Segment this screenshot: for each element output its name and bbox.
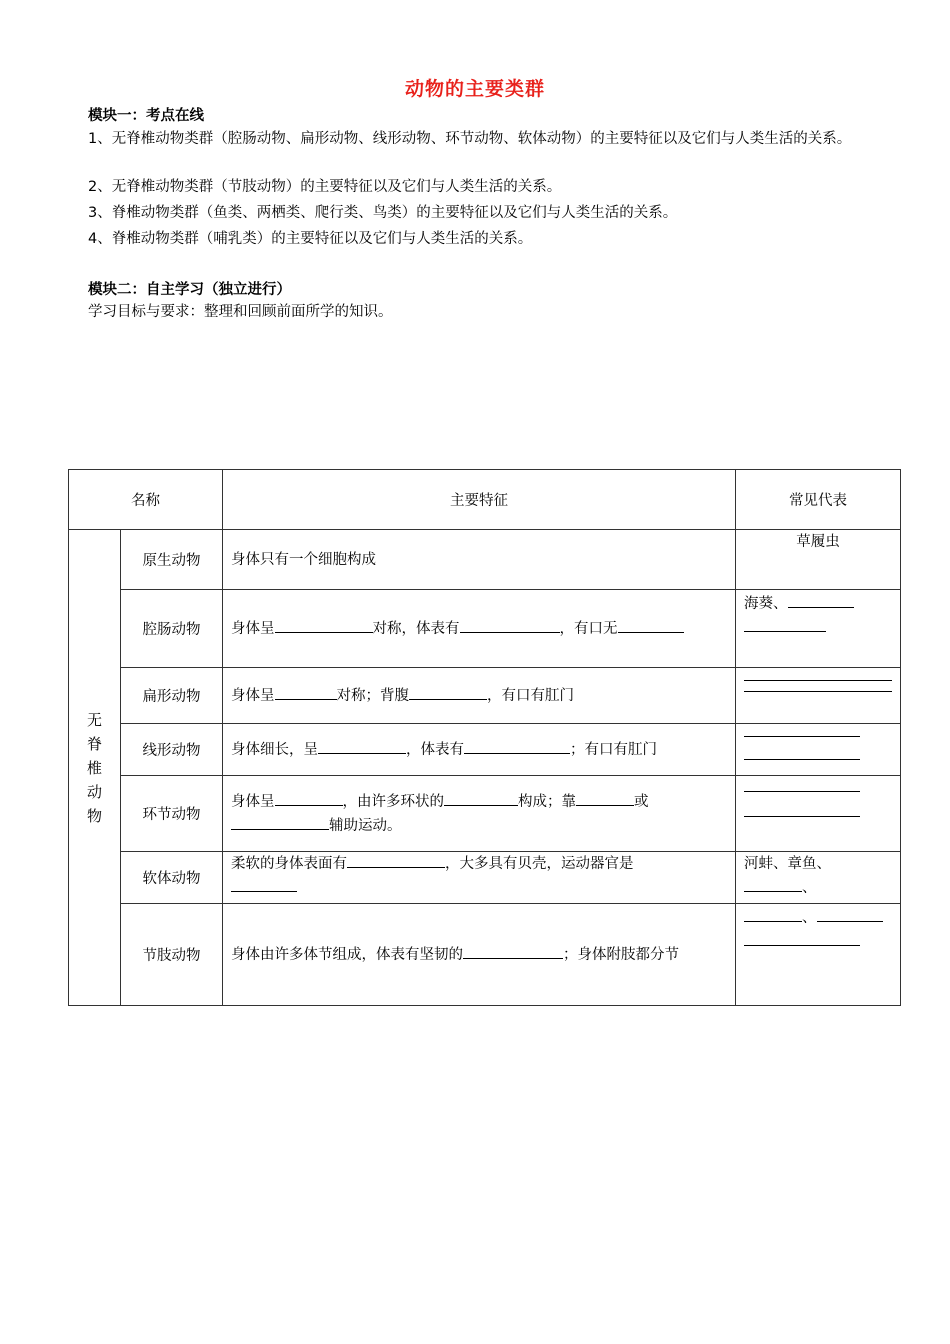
row-rep-arthropoda: 、 xyxy=(736,904,901,1006)
fill-blank[interactable] xyxy=(275,618,373,633)
fill-line[interactable] xyxy=(744,680,892,681)
row-rep-protozoa: 草履虫 xyxy=(736,530,901,590)
row-name-platyhelminthes: 扁形动物 xyxy=(121,668,223,724)
fill-blank[interactable] xyxy=(744,931,860,946)
row-feature-arthropoda: 身体由许多体节组成，体表有坚韧的 ；身体附肢都分节 xyxy=(223,904,736,1006)
row-feature-annelida: 身体呈 ，由许多环状的 构成；靠 或 辅助运动。 xyxy=(223,776,736,852)
fill-line[interactable] xyxy=(744,736,860,737)
row-name-coelenterata: 腔肠动物 xyxy=(121,590,223,668)
row-feature-coelenterata: 身体呈 对称，体表有 ，有口无 xyxy=(223,590,736,668)
fill-blank[interactable] xyxy=(788,593,854,608)
header-name: 名称 xyxy=(69,470,223,530)
row-feature-mollusca: 柔软的身体表面有 ，大多具有贝壳，运动器官是 xyxy=(223,852,736,904)
fill-blank[interactable] xyxy=(618,618,684,633)
fill-blank[interactable] xyxy=(463,944,563,959)
page-title: 动物的主要类群 xyxy=(404,78,545,100)
fill-blank[interactable] xyxy=(409,685,487,700)
row-name-annelida: 环节动物 xyxy=(121,776,223,852)
fill-blank[interactable] xyxy=(744,617,826,632)
category-invertebrates: 无 脊 椎 动 物 xyxy=(69,530,121,1006)
fill-blank[interactable] xyxy=(444,791,518,806)
module1-item-3: 3、脊椎动物类群（鱼类、两栖类、爬行类、鸟类）的主要特征以及它们与人类生活的关系。 xyxy=(88,205,678,221)
header-rep: 常见代表 xyxy=(736,470,901,530)
row-name-nematoda: 线形动物 xyxy=(121,724,223,776)
fill-line[interactable] xyxy=(744,759,860,760)
fill-blank[interactable] xyxy=(275,791,343,806)
animal-groups-table xyxy=(68,469,901,1006)
header-feature: 主要特征 xyxy=(223,470,736,530)
module1-item-2: 2、无脊椎动物类群（节肢动物）的主要特征以及它们与人类生活的关系。 xyxy=(88,179,562,195)
row-name-mollusca: 软体动物 xyxy=(121,852,223,904)
row-rep-mollusca: 河蚌、章鱼、 、 xyxy=(736,852,901,904)
row-name-arthropoda: 节肢动物 xyxy=(121,904,223,1006)
row-rep-annelida xyxy=(736,776,901,852)
fill-line[interactable] xyxy=(744,791,860,792)
row-feature-protozoa: 身体只有一个细胞构成 xyxy=(223,530,736,590)
module1-item-1: 1、无脊椎动物类群（腔肠动物、扁形动物、线形动物、环节动物、软体动物）的主要特征以及它们与人类生活的关系。 xyxy=(88,131,852,147)
fill-blank[interactable] xyxy=(744,877,802,892)
module1-item-4: 4、脊椎动物类群（哺乳类）的主要特征以及它们与人类生活的关系。 xyxy=(88,231,533,247)
fill-blank[interactable] xyxy=(817,907,883,922)
fill-blank[interactable] xyxy=(318,739,406,754)
fill-blank[interactable] xyxy=(275,685,337,700)
module2-goal: 学习目标与要求：整理和回顾前面所学的知识。 xyxy=(88,304,393,320)
fill-blank[interactable] xyxy=(576,791,634,806)
row-rep-coelenterata: 海葵、 xyxy=(736,590,901,668)
fill-line[interactable] xyxy=(744,816,860,817)
fill-blank[interactable] xyxy=(347,853,445,868)
fill-blank[interactable] xyxy=(231,877,297,892)
row-feature-nematoda: 身体细长，呈 ，体表有 ；有口有肛门 xyxy=(223,724,736,776)
fill-blank[interactable] xyxy=(231,815,329,830)
fill-line[interactable] xyxy=(744,691,892,692)
fill-blank[interactable] xyxy=(464,739,570,754)
row-rep-nematoda xyxy=(736,724,901,776)
row-rep-platyhelminthes xyxy=(736,668,901,724)
row-feature-platyhelminthes: 身体呈 对称；背腹 ，有口有肛门 xyxy=(223,668,736,724)
row-name-protozoa: 原生动物 xyxy=(121,530,223,590)
fill-blank[interactable] xyxy=(460,618,560,633)
module2-heading: 模块二：自主学习（独立进行） xyxy=(88,282,291,298)
module1-heading: 模块一：考点在线 xyxy=(88,108,204,124)
fill-blank[interactable] xyxy=(744,907,802,922)
